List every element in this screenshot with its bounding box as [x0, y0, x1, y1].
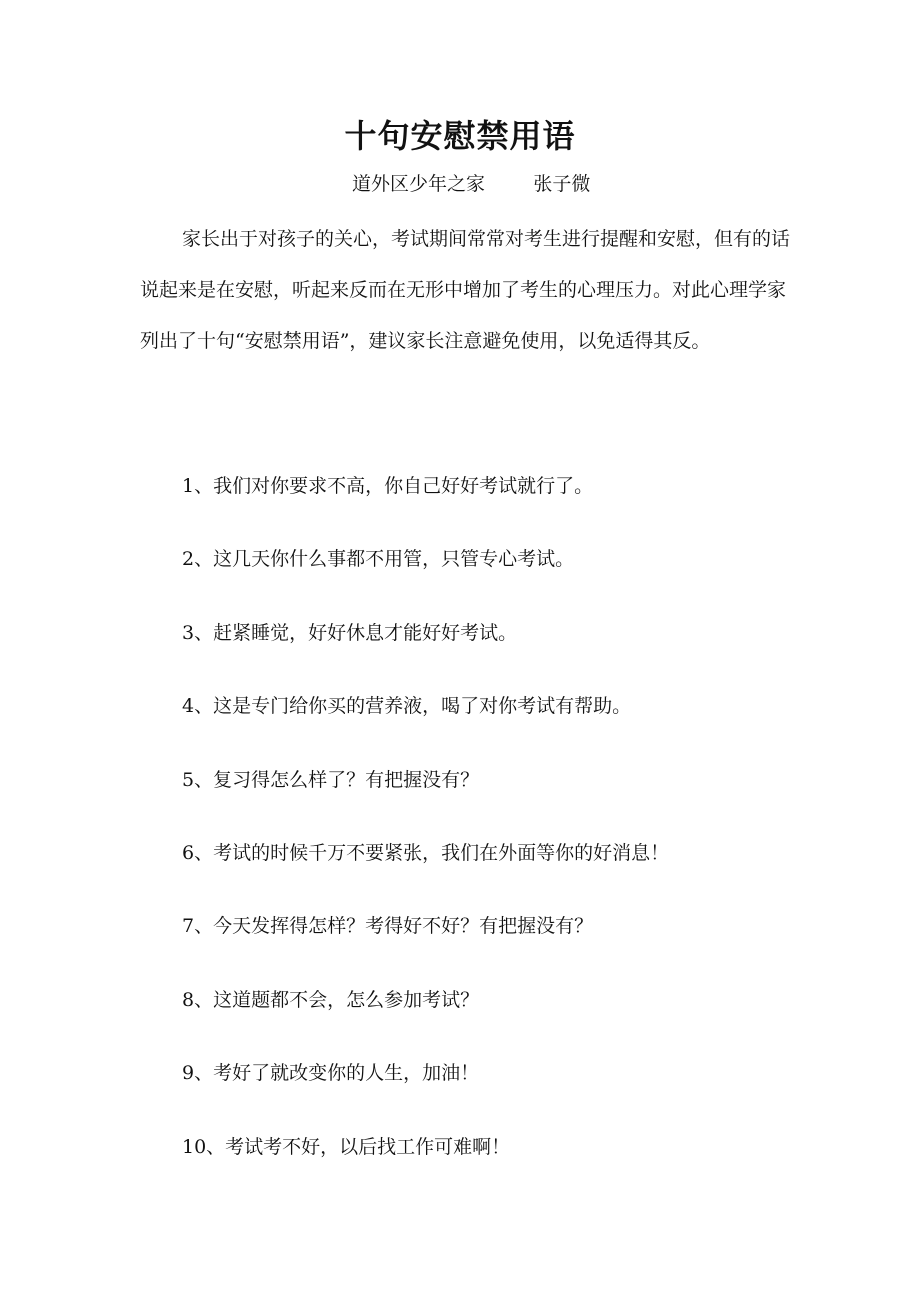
list-item: 4、这是专门给你买的营养液，喝了对你考试有帮助。	[182, 695, 632, 718]
page-title: 十句安慰禁用语	[344, 117, 576, 155]
intro-paragraph: 家长出于对孩子的关心，考试期间常常对考生进行提醒和安慰，但有的话说起来是在安慰，听起来反而在无形中增加了考生的心理压力。对此心理学家列出了十句“安慰禁用语”，建议家长注意避免使用，以免适得其反。	[140, 228, 791, 352]
list-item: 6、考试的时候千万不要紧张，我们在外面等你的好消息！	[182, 841, 670, 864]
list-item: 3、赶紧睡觉，好好休息才能好好考试。	[182, 621, 518, 644]
list-item: 7、今天发挥得怎样？考得好不好？有把握没有？	[182, 915, 594, 938]
author-byline: 道外区少年之家 张子微	[352, 173, 591, 195]
list-item: 10、考试考不好，以后找工作可难啊！	[182, 1135, 511, 1158]
list-item: 9、考好了就改变你的人生，加油！	[182, 1062, 480, 1085]
list-item: 1、我们对你要求不高，你自己好好考试就行了。	[182, 475, 594, 497]
list-item: 2、这几天你什么事都不用管，只管专心考试。	[182, 548, 575, 571]
list-item: 5、复习得怎么样了？有把握没有？	[182, 768, 480, 791]
list-item: 8、这道题都不会，怎么参加考试？	[182, 988, 480, 1011]
phrase-list	[182, 466, 669, 1200]
